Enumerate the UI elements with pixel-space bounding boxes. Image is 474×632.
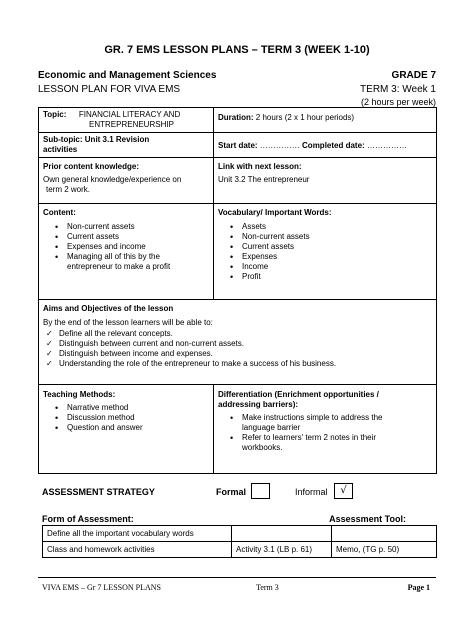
differentiation-cell — [214, 385, 437, 474]
page-title: GR. 7 EMS LESSON PLANS – TERM 3 (WEEK 1-10) — [104, 44, 370, 56]
term-week: TERM 3: Week 1 — [360, 84, 436, 95]
footer-left: VIVA EMS – Gr 7 LESSON PLANS — [42, 583, 161, 592]
list-item: • Non-current assets — [230, 232, 432, 242]
list-item: ✓ Distinguish between income and expenses. — [46, 349, 432, 359]
list-item: • Non-current assets — [55, 222, 209, 232]
form-of-assessment-label: Form of Assessment: — [42, 514, 134, 524]
list-item: • Refer to learners' term 2 notes in their — [230, 433, 432, 443]
hours-note: (2 hours per week) — [360, 97, 436, 107]
assessment-tool-label: Assessment Tool: — [329, 514, 406, 524]
link-next-cell — [214, 158, 437, 204]
topic-value: FINANCIAL LITERACY AND — [78, 110, 181, 119]
list-item: • Assets — [230, 222, 432, 232]
prior-knowledge-label: Prior content knowledge: — [43, 162, 140, 171]
subject-name: Economic and Management Sciences — [38, 70, 217, 81]
list-item: ✓ Understanding the role of the entrepreneur to make a success of his business. — [46, 359, 432, 369]
list-item: • Question and answer — [55, 423, 209, 433]
list-item: • Narrative method — [55, 403, 209, 413]
list-item: • Discussion method — [55, 413, 209, 423]
prior-knowledge-line1: Own general knowledge/experience on — [43, 175, 182, 184]
activity-cell: Activity 3.1 (LB p. 61) — [232, 542, 332, 558]
list-item: • Expenses and income — [55, 242, 209, 252]
content-list — [55, 222, 209, 262]
differentiation-item-continuation: language barrier — [242, 423, 301, 432]
form-cell: Class and homework activities — [43, 542, 232, 558]
activity-cell — [232, 526, 332, 542]
list-item: • Income — [230, 262, 432, 272]
list-item: • Make instructions simple to address the — [230, 413, 432, 423]
assessment-strategy-row — [38, 482, 436, 504]
link-next-label: Link with next lesson: — [218, 162, 302, 171]
plan-for: LESSON PLAN FOR VIVA EMS — [38, 84, 181, 95]
table-row — [43, 526, 437, 542]
prior-knowledge-cell — [39, 158, 214, 204]
lesson-plan-table — [38, 107, 437, 474]
formal-checkbox — [251, 483, 270, 499]
plan-row — [38, 84, 436, 95]
aims-label: Aims and Objectives of the lesson — [43, 304, 174, 313]
list-item: • Managing all of this by the — [55, 252, 209, 262]
grade-label: GRADE 7 — [391, 70, 436, 81]
subtopic-value: Unit 3.1 Revision — [84, 135, 150, 144]
subtopic-label: Sub-topic: — [43, 135, 83, 144]
subtopic-cell — [39, 133, 214, 158]
list-item: • Current assets — [230, 242, 432, 252]
aims-intro: By the end of the lesson learners will be able to: — [43, 318, 213, 327]
duration-value: 2 hours (2 x 1 hour periods) — [255, 113, 355, 122]
assessment-strategy-label: ASSESSMENT STRATEGY — [42, 487, 155, 497]
teaching-methods-label: Teaching Methods: — [43, 390, 116, 399]
aims-list — [46, 329, 432, 369]
subject-row — [38, 70, 436, 81]
subtopic-line2: activities — [43, 145, 78, 154]
differentiation-list-2 — [230, 433, 432, 443]
differentiation-label-line2: addressing barriers): — [218, 400, 299, 409]
vocabulary-list — [230, 222, 432, 282]
list-item: ✓ Distinguish between current and non-current assets. — [46, 339, 432, 349]
completed-date-value: …………… — [366, 141, 407, 150]
list-item: • Expenses — [230, 252, 432, 262]
form-of-assessment-table — [42, 525, 437, 558]
aims-cell — [39, 300, 437, 385]
vocabulary-cell — [214, 204, 437, 300]
dates-cell — [214, 133, 437, 158]
table-row — [43, 542, 437, 558]
footer-page-number: Page 1 — [407, 583, 430, 592]
topic-line1-row — [43, 110, 209, 120]
informal-checkbox: √ — [334, 483, 353, 499]
differentiation-item-continuation: workbooks. — [242, 443, 283, 452]
formal-label: Formal — [216, 487, 247, 497]
completed-date-label: Completed date: — [302, 141, 365, 150]
link-next-value: Unit 3.2 The entrepreneur — [218, 175, 310, 184]
duration-label: Duration: — [218, 113, 254, 122]
differentiation-list — [230, 413, 432, 423]
list-item: • Current assets — [55, 232, 209, 242]
list-item: • Profit — [230, 272, 432, 282]
form-of-assessment-header — [42, 514, 436, 524]
duration-cell — [214, 108, 437, 133]
content-item-continuation: entrepreneur to make a profit — [67, 262, 171, 271]
footer-center: Term 3 — [256, 583, 279, 592]
form-cell: Define all the important vocabulary words — [43, 526, 232, 542]
teaching-methods-cell — [39, 385, 214, 474]
informal-label: Informal — [295, 487, 328, 497]
tool-cell: Memo, (TG p. 50) — [332, 542, 437, 558]
content-label: Content: — [43, 208, 76, 217]
differentiation-label-line1: Differentiation (Enrichment opportunities / — [218, 390, 379, 399]
list-item: ✓ Define all the relevant concepts. — [46, 329, 432, 339]
topic-line2: ENTREPRENEURSHIP — [89, 120, 174, 129]
topic-label: Topic: — [43, 110, 67, 119]
start-date-value: …………… — [259, 141, 300, 150]
content-cell — [39, 204, 214, 300]
vocabulary-label: Vocabulary/ Important Words: — [218, 208, 332, 217]
tool-cell — [332, 526, 437, 542]
page-footer — [42, 583, 430, 592]
footer-divider — [38, 577, 436, 578]
topic-cell — [39, 108, 214, 133]
start-date-label: Start date: — [218, 141, 258, 150]
teaching-methods-list — [55, 403, 209, 433]
prior-knowledge-line2: term 2 work. — [46, 185, 91, 194]
